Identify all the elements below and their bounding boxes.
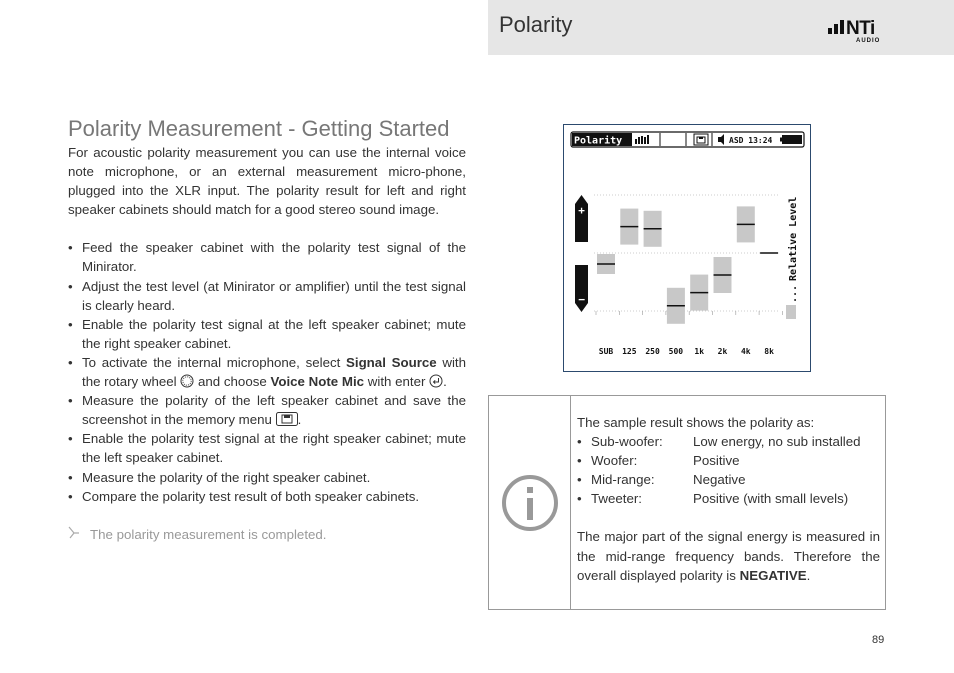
info-closing: The major part of the signal energy is measured in the mid-range frequency bands. Therefore the overall displayed polarity is NEGATIVE. [577,529,880,583]
screen-ellipsis: ... [788,284,799,303]
level-meter-bar [786,305,796,319]
nti-audio-logo [828,18,888,48]
logo-subtext: AUDIO [856,38,881,44]
info-item: • Sub-woofer: Low energy, no sub installed [577,432,880,451]
info-intro: The sample result shows the polarity as: [577,415,815,430]
x-label: 8k [764,347,774,356]
step-item: • Measure the polarity of the left speaker cabinet and save the screenshot in the memory menu . [68,391,466,429]
memory-menu-icon [276,412,298,426]
info-list [577,432,880,508]
screen-axis-label: Relative Level [788,196,799,281]
step-item: • Enable the polarity test signal at the left speaker cabinet; mute the right speaker cabinet. [68,315,466,353]
screen-memory-icon [694,134,708,145]
page-number: 89 [872,634,885,646]
info-text [577,413,880,585]
polarity-screen [564,125,810,371]
rotary-wheel-icon [180,374,194,388]
screen-minus-indicator [575,265,588,312]
info-divider [570,396,571,609]
device-screenshot [563,124,811,372]
result-note [68,525,466,544]
x-label: 125 [622,347,637,356]
page-header-title: Polarity [499,12,573,37]
svg-text:+: + [578,204,585,217]
x-label: SUB [598,347,614,356]
info-icon [501,474,559,532]
info-item: • Woofer: Positive [577,451,880,470]
step-item: • Adjust the test level (at Minirator or amplifier) until the test signal is clearly heard. [68,277,466,315]
screen-bars [597,206,796,323]
step-item: • Measure the polarity of the right speaker cabinet. [68,468,466,487]
x-label: 2k [717,347,728,356]
step-item: • Enable the polarity test signal at the right speaker cabinet; mute the left speaker cabinet. [68,429,466,467]
screen-status: ASD 13:24 [729,136,773,145]
steps-list [68,238,466,505]
step-item: • To activate the internal microphone, select Signal Source with the rotary wheel and choose Voice Note Mic with enter . [68,353,466,391]
voice-note-mic-term: Voice Note Mic [270,374,365,390]
overall-polarity: NEGATIVE [739,567,807,583]
checkmark-icon [68,526,80,540]
info-item: • Tweeter: Positive (with small levels) [577,489,880,508]
step-item: • Feed the speaker cabinet with the polarity test signal of the Minirator. [68,238,466,276]
instructions-column [68,143,466,544]
screen-x-labels [599,347,774,356]
section-title: Polarity Measurement - Getting Started [68,116,450,142]
x-label: 250 [645,347,660,356]
signal-source-term: Signal Source [346,354,437,370]
svg-text:−: − [578,293,585,306]
screen-speaker-icon [718,134,724,145]
x-label: 1k [694,347,705,356]
screen-level-icon [635,135,649,144]
step-item: • Compare the polarity test result of both speaker cabinets. [68,487,466,506]
info-box [488,395,886,610]
info-item: • Mid-range: Negative [577,470,880,489]
screen-battery-icon [782,135,802,144]
logo-bars-icon [828,20,846,34]
x-label: 4k [740,347,751,356]
enter-icon [429,374,443,388]
screen-tab-label: Polarity [574,135,623,147]
result-note-text: The polarity measurement is completed. [90,526,327,542]
intro-paragraph: For acoustic polarity measurement you can use the internal voice note microphone, or an external measurement micro-phone, plugged into the XLR input. The polarity result for left and right speaker cabinets should match for a good stereo sound image. [68,145,466,218]
logo-text: NTi [846,18,875,39]
screen-plus-indicator [575,195,588,242]
x-label: 500 [668,347,684,356]
